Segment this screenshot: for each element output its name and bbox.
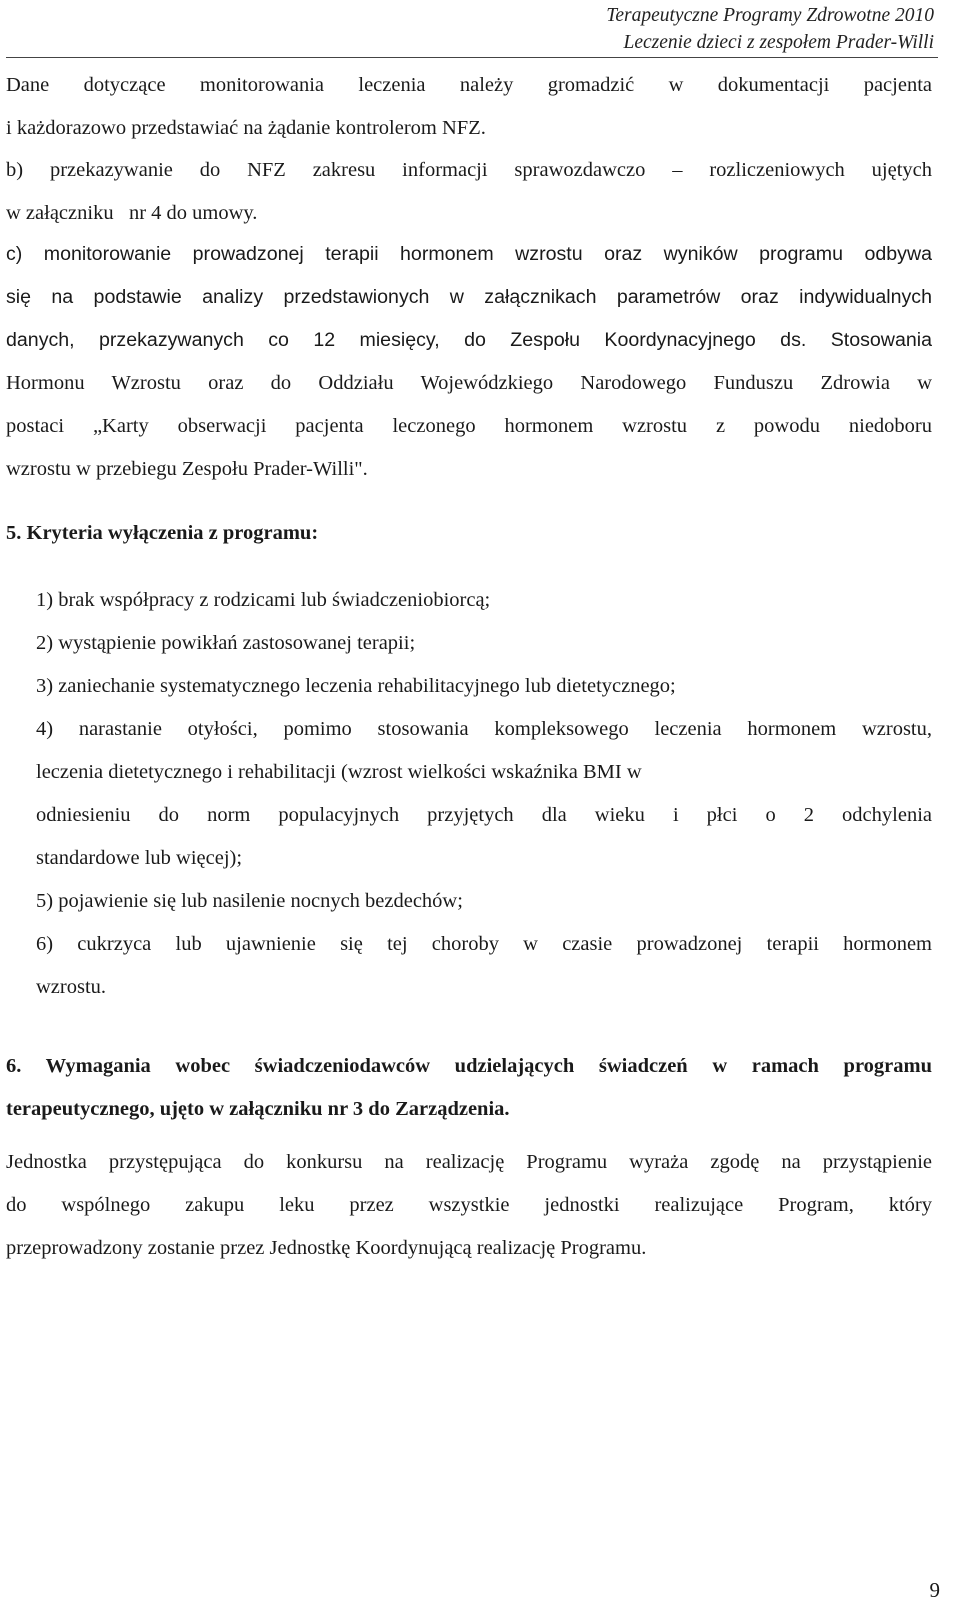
section-6-heading-line: terapeutycznego, ujęto w załączniku nr 3 do Zarządzenia. [6, 1098, 510, 1120]
list-item-continuation: leczenia dietetycznego i rehabilitacji (wzrost wielkości wskaźnika BMI w [36, 761, 642, 783]
list-item: 1) brak współpracy z rodzicami lub świadczeniobiorcą; [36, 589, 491, 611]
list-item-continuation: standardowe lub więcej); [36, 847, 243, 869]
item-c-line: wzrostu w przebiegu Zespołu Prader-Willi". [6, 458, 368, 480]
section-5-heading-text: 5. Kryteria wyłączenia z programu: [6, 522, 319, 544]
intro-line: i każdorazowo przedstawiać na żądanie kontrolerom NFZ. [6, 117, 486, 139]
item-c-line: c) monitorowanie prowadzonej terapii hormonem wzrostu oraz wyników programu odbywa [6, 243, 932, 265]
item-b-line: b) przekazywanie do NFZ zakresu informacji sprawozdawczo – rozliczeniowych ujętych [6, 159, 932, 181]
exclusion-criteria-list [36, 579, 932, 1009]
header-program-title: Terapeutyczne Programy Zdrowotne 2010 [606, 5, 934, 26]
section-6-line: przeprowadzony zostanie przez Jednostkę Koordynującą realizację Programu. [6, 1237, 647, 1259]
section-5-heading [6, 512, 932, 555]
item-c-line: postaci „Karty obserwacji pacjenta leczonego hormonem wzrostu z powodu niedoboru [6, 415, 932, 437]
header-document-title: Leczenie dzieci z zespołem Prader-Willi [623, 32, 934, 53]
item-b-paragraph [6, 149, 932, 235]
section-6-line: Jednostka przystępująca do konkursu na realizację Programu wyraża zgodę na przystąpienie [6, 1151, 932, 1173]
item-b-line: w załączniku nr 4 do umowy. [6, 202, 258, 224]
list-item-continuation: wzrostu. [36, 976, 107, 998]
section-6-heading [6, 1045, 932, 1131]
section-6-line: do wspólnego zakupu leku przez wszystkie jednostki realizujące Program, który [6, 1194, 932, 1216]
section-6-paragraph [6, 1141, 932, 1270]
page-header [606, 2, 934, 56]
item-c-line: się na podstawie analizy przedstawionych w załącznikach parametrów oraz indywidualnych [6, 286, 932, 308]
list-item: 6) cukrzyca lub ujawnienie się tej choroby w czasie prowadzonej terapii hormonem [36, 933, 932, 955]
section-6-heading-line: 6. Wymagania wobec świadczeniodawców udzielających świadczeń w ramach programu [6, 1055, 932, 1077]
list-item: 3) zaniechanie systematycznego leczenia rehabilitacyjnego lub dietetycznego; [36, 675, 676, 697]
page-number: 9 [929, 1578, 940, 1602]
item-c-line: danych, przekazywanych co 12 miesięcy, do Zespołu Koordynacyjnego ds. Stosowania [6, 329, 932, 351]
intro-paragraph [6, 64, 932, 150]
item-c-paragraph [6, 233, 932, 491]
list-item: 5) pojawienie się lub nasilenie nocnych bezdechów; [36, 890, 463, 912]
list-item: 4) narastanie otyłości, pomimo stosowania kompleksowego leczenia hormonem wzrostu, [36, 718, 932, 740]
header-divider [6, 57, 938, 58]
list-item: 2) wystąpienie powikłań zastosowanej terapii; [36, 632, 416, 654]
item-c-line: Hormonu Wzrostu oraz do Oddziału Wojewódzkiego Narodowego Funduszu Zdrowia w [6, 372, 932, 394]
intro-line: Dane dotyczące monitorowania leczenia należy gromadzić w dokumentacji pacjenta [6, 74, 932, 96]
list-item-continuation: odniesieniu do norm populacyjnych przyjętych dla wieku i płci o 2 odchylenia [36, 804, 932, 826]
